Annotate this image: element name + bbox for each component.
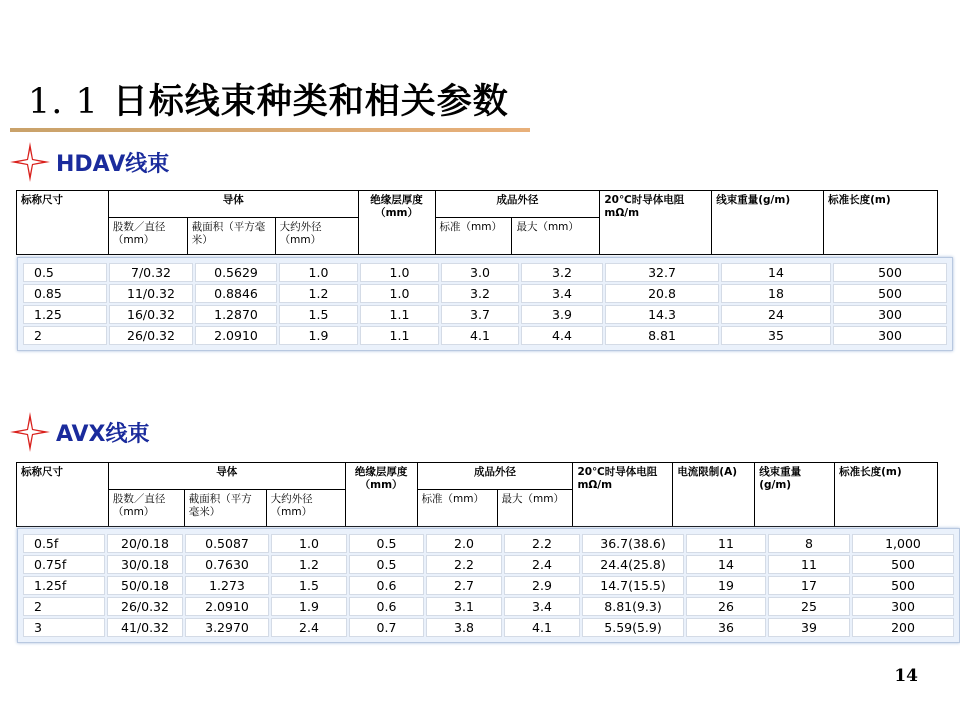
avx-cell: 26 [686, 597, 766, 616]
hdav-table-row [23, 284, 947, 303]
avx-cell: 3.2970 [185, 618, 269, 637]
avx-h-conductor: 导体 [108, 463, 345, 490]
avx-cell: 5.59(5.9) [582, 618, 684, 637]
avx-cell: 500 [852, 576, 954, 595]
avx-section-header [8, 410, 150, 454]
avx-cell: 0.6 [349, 597, 424, 616]
title-underline [10, 128, 530, 132]
avx-h-od: 大约外径（mm） [266, 490, 345, 527]
red-star-icon [8, 410, 52, 454]
hdav-cell: 3.2 [521, 263, 603, 282]
avx-cell: 8.81(9.3) [582, 597, 684, 616]
hdav-cell: 2 [23, 326, 107, 345]
avx-h-size: 标称尺寸 [17, 463, 109, 527]
hdav-cell: 1.5 [279, 305, 358, 324]
hdav-section-header [8, 140, 169, 184]
hdav-cell: 3.9 [521, 305, 603, 324]
hdav-cell: 18 [721, 284, 831, 303]
hdav-cell: 300 [833, 326, 947, 345]
hdav-cell: 7/0.32 [109, 263, 193, 282]
avx-cell: 0.5087 [185, 534, 269, 553]
avx-cell: 17 [768, 576, 850, 595]
hdav-cell: 1.2870 [195, 305, 277, 324]
hdav-cell: 2.0910 [195, 326, 277, 345]
hdav-cell: 500 [833, 263, 947, 282]
avx-h-max: 最大（mm） [497, 490, 573, 527]
hdav-cell: 1.1 [360, 326, 439, 345]
hdav-cell: 26/0.32 [109, 326, 193, 345]
hdav-cell: 4.4 [521, 326, 603, 345]
hdav-cell: 3.2 [441, 284, 519, 303]
avx-data-table [21, 532, 956, 639]
page-number: 14 [894, 666, 918, 686]
avx-cell: 2.7 [426, 576, 502, 595]
avx-cell: 1.9 [271, 597, 347, 616]
avx-cell: 25 [768, 597, 850, 616]
avx-cell: 2 [23, 597, 105, 616]
hdav-title: HDAV线束 [56, 151, 170, 177]
hdav-cell: 1.9 [279, 326, 358, 345]
hdav-cell: 500 [833, 284, 947, 303]
avx-h-length: 标准长度(m) [835, 463, 938, 527]
red-star-icon [8, 140, 52, 184]
hdav-header-table [16, 190, 938, 255]
avx-title: AVX线束 [56, 421, 150, 447]
avx-table-row [23, 576, 954, 595]
avx-header-table [16, 462, 938, 527]
hdav-cell: 8.81 [605, 326, 719, 345]
avx-cell: 11 [686, 534, 766, 553]
avx-cell: 0.5 [349, 555, 424, 574]
hdav-table-row [23, 263, 947, 282]
avx-cell: 19 [686, 576, 766, 595]
hdav-h-area: 截面积（平方毫米） [187, 218, 275, 255]
avx-h-finished: 成品外径 [417, 463, 573, 490]
avx-cell: 14 [686, 555, 766, 574]
avx-table-row [23, 555, 954, 574]
hdav-cell: 11/0.32 [109, 284, 193, 303]
page-title [28, 80, 509, 124]
avx-cell: 50/0.18 [107, 576, 183, 595]
avx-cell: 0.75f [23, 555, 105, 574]
hdav-cell: 24 [721, 305, 831, 324]
avx-h-area: 截面积（平方毫米） [184, 490, 266, 527]
hdav-h-weight: 线束重量(g/m) [712, 191, 824, 255]
avx-cell: 4.1 [504, 618, 580, 637]
hdav-cell: 32.7 [605, 263, 719, 282]
title-text: 日标线束种类和相关参数 [112, 82, 509, 122]
avx-cell: 3 [23, 618, 105, 637]
hdav-h-finished: 成品外径 [435, 191, 600, 218]
hdav-cell: 1.25 [23, 305, 107, 324]
hdav-cell: 35 [721, 326, 831, 345]
avx-cell: 2.2 [504, 534, 580, 553]
hdav-cell: 300 [833, 305, 947, 324]
hdav-data-panel [17, 257, 953, 351]
avx-data-panel [17, 528, 960, 643]
hdav-cell: 1.1 [360, 305, 439, 324]
avx-cell: 0.5 [349, 534, 424, 553]
hdav-h-strands: 股数／直径（mm） [108, 218, 187, 255]
avx-cell: 3.1 [426, 597, 502, 616]
hdav-cell: 1.0 [279, 263, 358, 282]
hdav-cell: 20.8 [605, 284, 719, 303]
avx-cell: 3.8 [426, 618, 502, 637]
avx-cell: 300 [852, 597, 954, 616]
hdav-h-resistance: 20℃时导体电阻 mΩ/m [600, 191, 712, 255]
avx-cell: 1.0 [271, 534, 347, 553]
avx-cell: 1.5 [271, 576, 347, 595]
hdav-cell: 1.0 [360, 263, 439, 282]
avx-cell: 1.25f [23, 576, 105, 595]
avx-cell: 30/0.18 [107, 555, 183, 574]
hdav-table-row [23, 305, 947, 324]
avx-cell: 14.7(15.5) [582, 576, 684, 595]
avx-cell: 1,000 [852, 534, 954, 553]
avx-cell: 0.6 [349, 576, 424, 595]
hdav-table-row [23, 326, 947, 345]
avx-cell: 8 [768, 534, 850, 553]
hdav-h-conductor: 导体 [108, 191, 358, 218]
hdav-data-table [21, 261, 949, 347]
hdav-h-std: 标准（mm） [435, 218, 512, 255]
avx-cell: 2.0 [426, 534, 502, 553]
hdav-cell: 4.1 [441, 326, 519, 345]
hdav-h-length: 标准长度(m) [824, 191, 938, 255]
hdav-h-insulation: 绝缘层厚度（mm） [358, 191, 435, 255]
avx-h-weight: 线束重量(g/m) [755, 463, 835, 527]
avx-cell: 1.273 [185, 576, 269, 595]
avx-cell: 200 [852, 618, 954, 637]
avx-cell: 2.0910 [185, 597, 269, 616]
avx-cell: 1.2 [271, 555, 347, 574]
avx-h-insulation: 绝缘层厚度（mm） [345, 463, 417, 527]
avx-cell: 500 [852, 555, 954, 574]
hdav-h-od: 大约外径（mm） [275, 218, 358, 255]
avx-cell: 36 [686, 618, 766, 637]
avx-table-row [23, 597, 954, 616]
hdav-h-size: 标称尺寸 [17, 191, 109, 255]
avx-h-std: 标准（mm） [417, 490, 497, 527]
hdav-cell: 3.4 [521, 284, 603, 303]
avx-cell: 0.5f [23, 534, 105, 553]
title-number: 1. 1 [28, 82, 99, 122]
avx-cell: 20/0.18 [107, 534, 183, 553]
avx-cell: 39 [768, 618, 850, 637]
avx-table-row [23, 534, 954, 553]
avx-cell: 24.4(25.8) [582, 555, 684, 574]
avx-h-resistance: 20℃时导体电阻 mΩ/m [573, 463, 673, 527]
hdav-cell: 0.8846 [195, 284, 277, 303]
avx-cell: 2.4 [271, 618, 347, 637]
avx-cell: 0.7 [349, 618, 424, 637]
avx-table-row [23, 618, 954, 637]
hdav-cell: 0.5629 [195, 263, 277, 282]
hdav-cell: 14.3 [605, 305, 719, 324]
hdav-cell: 0.5 [23, 263, 107, 282]
avx-cell: 2.9 [504, 576, 580, 595]
avx-cell: 2.4 [504, 555, 580, 574]
avx-h-current: 电流限制(A) [673, 463, 755, 527]
avx-cell: 36.7(38.6) [582, 534, 684, 553]
hdav-cell: 0.85 [23, 284, 107, 303]
hdav-h-max: 最大（mm） [512, 218, 600, 255]
avx-cell: 3.4 [504, 597, 580, 616]
hdav-cell: 16/0.32 [109, 305, 193, 324]
avx-cell: 11 [768, 555, 850, 574]
avx-cell: 26/0.32 [107, 597, 183, 616]
avx-cell: 0.7630 [185, 555, 269, 574]
avx-cell: 41/0.32 [107, 618, 183, 637]
avx-h-strands: 股数／直径（mm） [108, 490, 184, 527]
hdav-cell: 3.0 [441, 263, 519, 282]
hdav-cell: 14 [721, 263, 831, 282]
hdav-cell: 1.0 [360, 284, 439, 303]
avx-cell: 2.2 [426, 555, 502, 574]
hdav-cell: 3.7 [441, 305, 519, 324]
hdav-cell: 1.2 [279, 284, 358, 303]
